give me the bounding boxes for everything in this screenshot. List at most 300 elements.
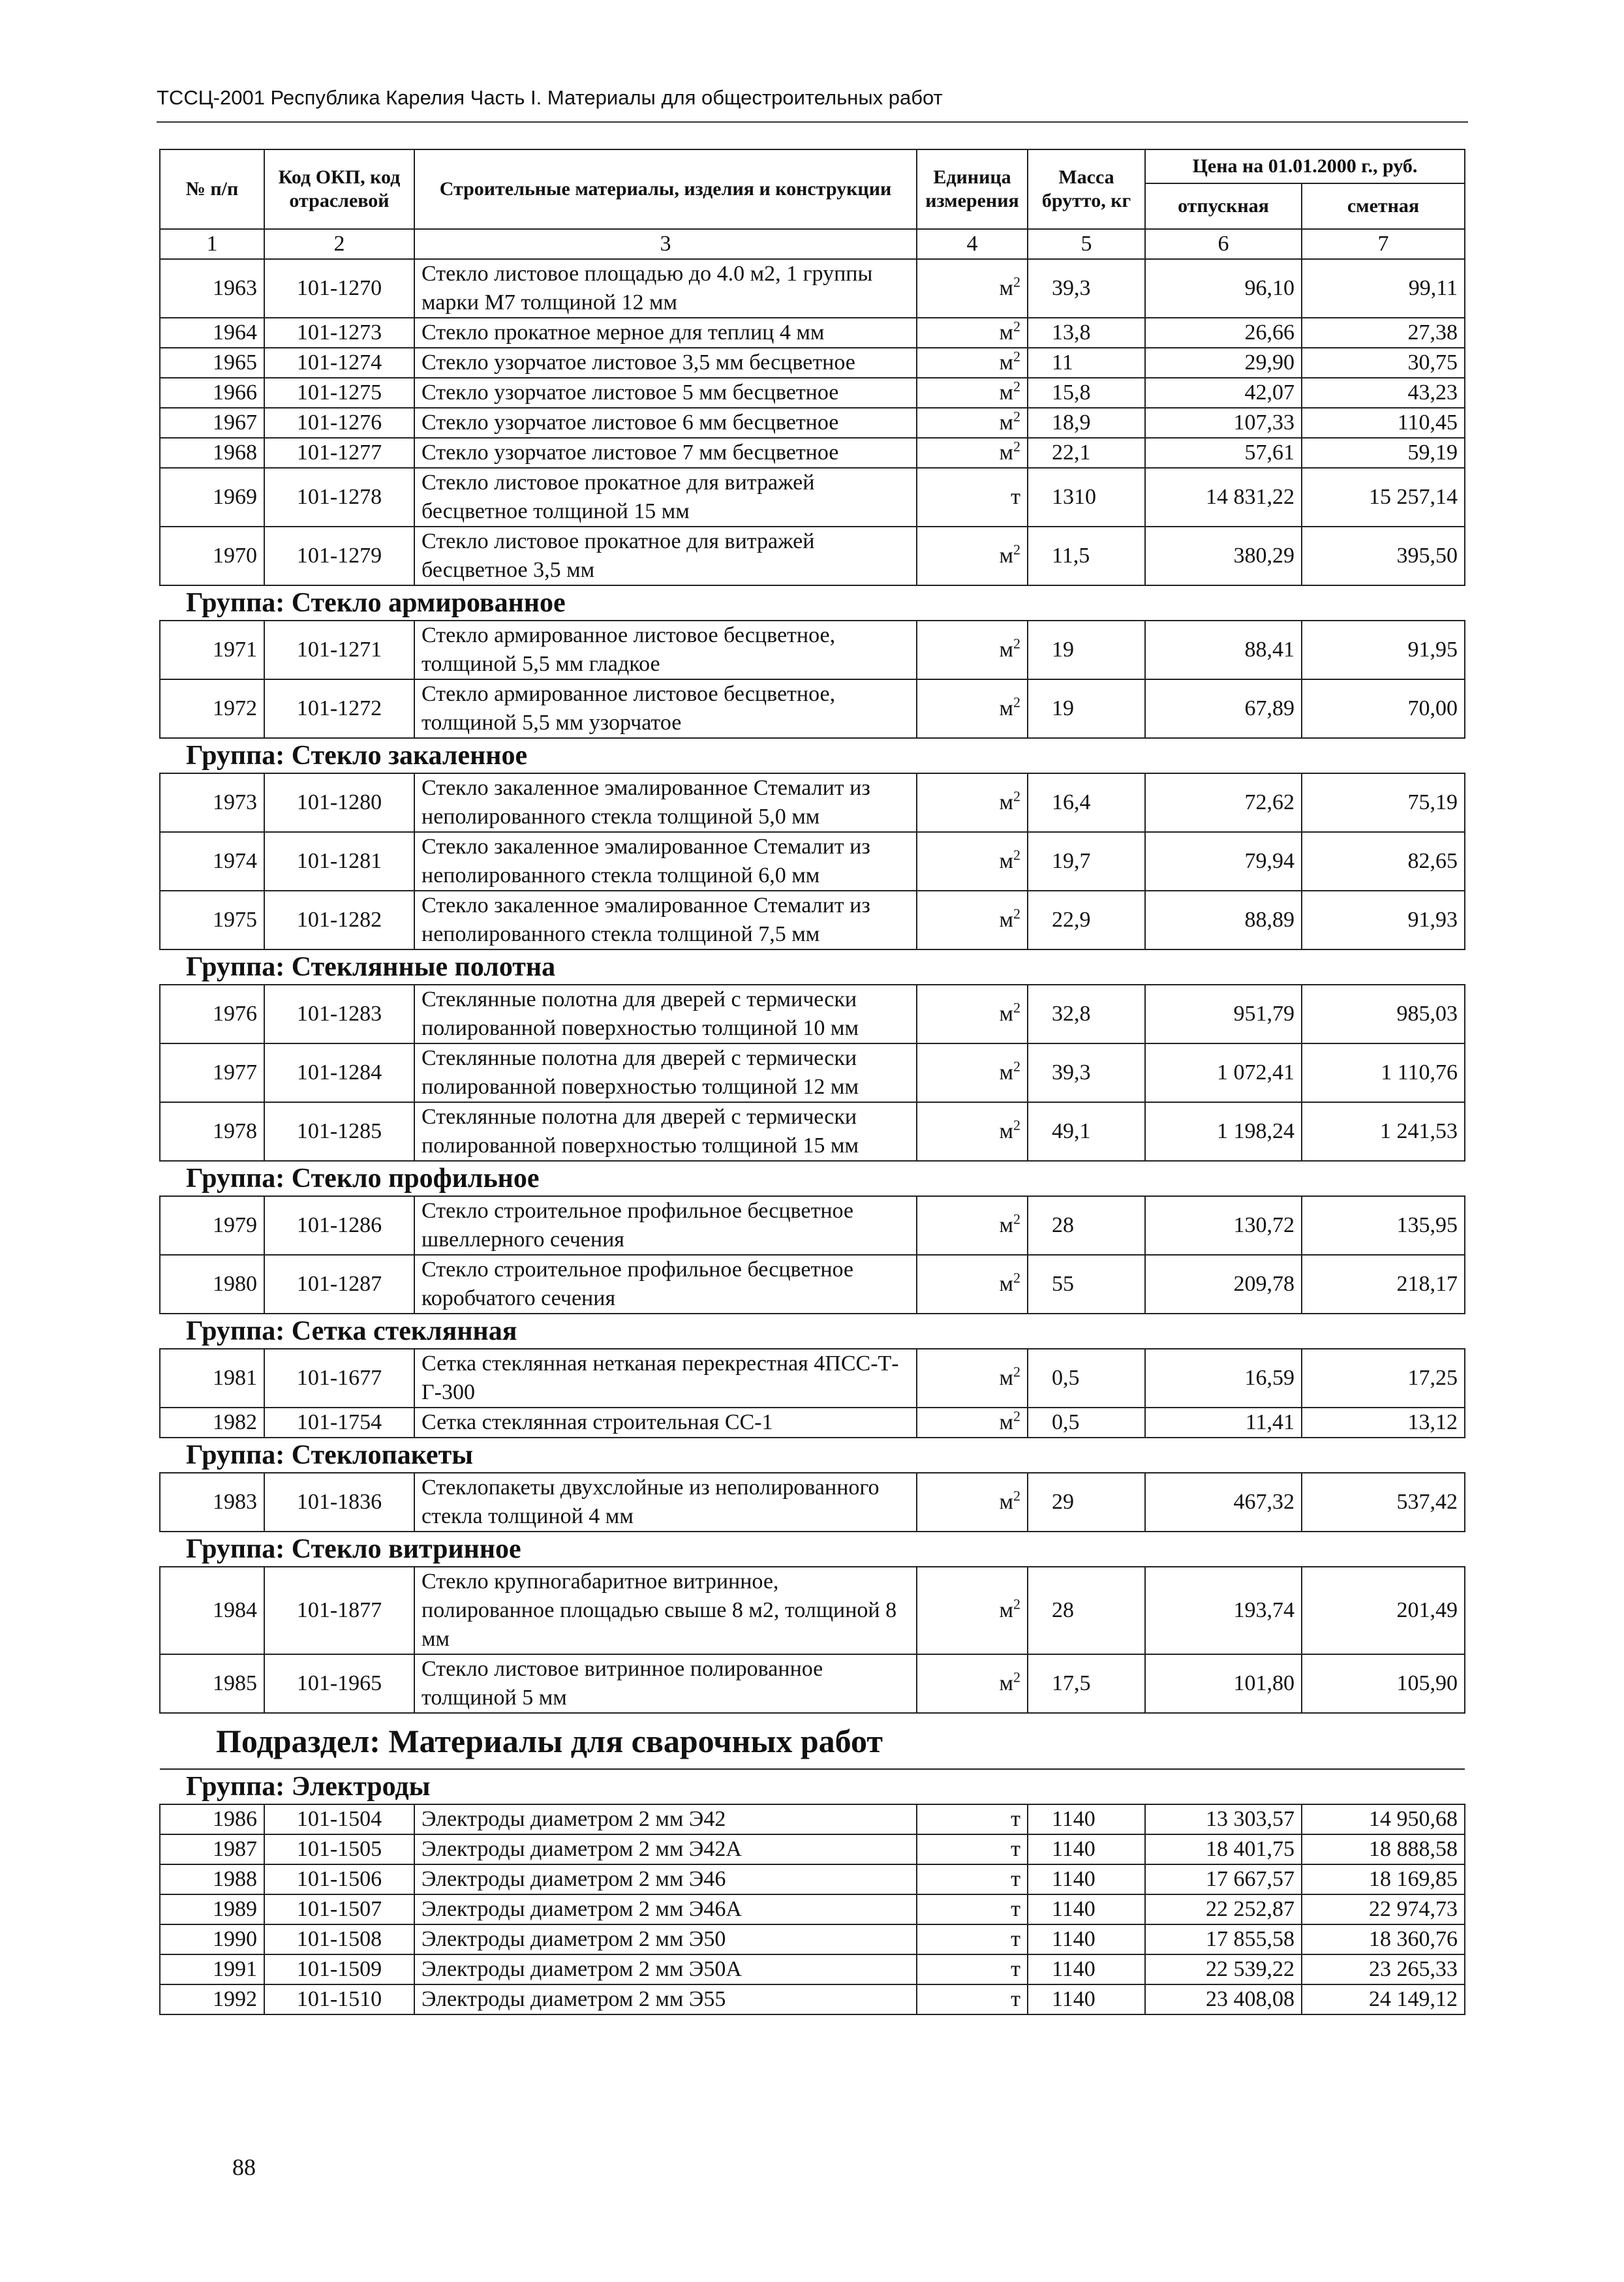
row-code: 101-1282 (264, 891, 414, 949)
row-number: 1979 (160, 1196, 264, 1255)
row-number: 1982 (160, 1408, 264, 1438)
unit-text: м (999, 544, 1013, 568)
row-number: 1977 (160, 1043, 264, 1102)
row-code: 101-1509 (264, 1954, 414, 1984)
unit-text: м (999, 1410, 1013, 1434)
row-number: 1966 (160, 378, 264, 408)
unit-text: м (999, 1272, 1013, 1296)
row-name: Стекло армированное листовое бесцветное, толщиной 5,5 мм узорчатое (414, 679, 917, 738)
row-release-price: 101,80 (1145, 1654, 1302, 1713)
row-unit (917, 259, 1028, 318)
row-estimate-price: 985,03 (1302, 985, 1465, 1043)
page-number: 88 (232, 2154, 256, 2180)
table-row (160, 408, 1465, 438)
table-row (160, 1473, 1465, 1532)
group-heading: Группа: Электроды (160, 1769, 1465, 1804)
table-header-row (160, 149, 1465, 183)
row-code: 101-1271 (264, 621, 414, 679)
row-release-price: 88,41 (1145, 621, 1302, 679)
row-release-price: 380,29 (1145, 527, 1302, 585)
row-estimate-price: 59,19 (1302, 438, 1465, 468)
row-number: 1967 (160, 408, 264, 438)
row-code: 101-1272 (264, 679, 414, 738)
unit-exponent: 2 (1013, 1210, 1020, 1227)
row-number: 1990 (160, 1924, 264, 1954)
row-name: Сетка стеклянная нетканая перекрестная 4ПСС-Т-Г-300 (414, 1349, 917, 1408)
row-name: Электроды диаметром 2 мм Э42 (414, 1804, 917, 1834)
unit-text: м (999, 320, 1013, 345)
group-heading: Группа: Стекло витринное (160, 1532, 1465, 1567)
unit-exponent: 2 (1013, 408, 1020, 425)
row-unit (917, 1924, 1028, 1954)
row-release-price: 193,74 (1145, 1567, 1302, 1654)
row-code: 101-1965 (264, 1654, 414, 1713)
row-mass: 1140 (1028, 1984, 1145, 2014)
row-mass: 39,3 (1028, 1043, 1145, 1102)
row-estimate-price: 18 360,76 (1302, 1924, 1465, 1954)
group-heading-row (160, 1438, 1465, 1473)
row-code: 101-1507 (264, 1894, 414, 1924)
row-name: Электроды диаметром 2 мм Э55 (414, 1984, 917, 2014)
materials-table (159, 149, 1465, 2015)
table-row (160, 1654, 1465, 1713)
unit-exponent: 2 (1013, 1269, 1020, 1286)
row-release-price: 96,10 (1145, 259, 1302, 318)
row-unit (917, 1894, 1028, 1924)
row-name: Стекло узорчатое листовое 5 мм бесцветное (414, 378, 917, 408)
row-unit (917, 1864, 1028, 1894)
unit-text: м (999, 1060, 1013, 1085)
row-number: 1975 (160, 891, 264, 949)
table-row (160, 1954, 1465, 1984)
unit-text: т (1011, 1837, 1020, 1861)
unit-text: м (999, 410, 1013, 435)
row-code: 101-1505 (264, 1834, 414, 1864)
unit-exponent: 2 (1013, 1487, 1020, 1504)
row-release-price: 17 855,58 (1145, 1924, 1302, 1954)
row-mass: 32,8 (1028, 985, 1145, 1043)
row-mass: 1140 (1028, 1894, 1145, 1924)
row-name: Электроды диаметром 2 мм Э46А (414, 1894, 917, 1924)
row-release-price: 23 408,08 (1145, 1984, 1302, 2014)
row-name: Стекло крупногабаритное витринное, полированное площадью свыше 8 м2, толщиной 8 мм (414, 1567, 917, 1654)
unit-text: т (1011, 485, 1020, 509)
row-name: Стекло листовое витринное полированное толщиной 5 мм (414, 1654, 917, 1713)
row-code: 101-1677 (264, 1349, 414, 1408)
row-estimate-price: 24 149,12 (1302, 1984, 1465, 2014)
row-release-price: 467,32 (1145, 1473, 1302, 1532)
row-number: 1969 (160, 468, 264, 527)
row-name: Электроды диаметром 2 мм Э50 (414, 1924, 917, 1954)
row-name: Стекло узорчатое листовое 3,5 мм бесцветное (414, 348, 917, 378)
row-mass: 1140 (1028, 1864, 1145, 1894)
column-number: 2 (264, 229, 414, 259)
unit-exponent: 2 (1013, 1408, 1020, 1425)
row-number: 1976 (160, 985, 264, 1043)
row-code: 101-1280 (264, 773, 414, 832)
table-body (160, 259, 1465, 2014)
unit-text: м (999, 1490, 1013, 1514)
row-unit (917, 438, 1028, 468)
row-code: 101-1286 (264, 1196, 414, 1255)
group-heading: Группа: Стекло армированное (160, 585, 1465, 621)
row-estimate-price: 82,65 (1302, 832, 1465, 891)
unit-text: м (999, 350, 1013, 375)
row-mass: 1140 (1028, 1834, 1145, 1864)
unit-text: м (999, 1366, 1013, 1390)
row-estimate-price: 99,11 (1302, 259, 1465, 318)
column-numbers-row (160, 229, 1465, 259)
row-name: Стекло узорчатое листовое 6 мм бесцветное (414, 408, 917, 438)
row-release-price: 42,07 (1145, 378, 1302, 408)
row-name: Стеклянные полотна для дверей с термически полированной поверхностью толщиной 15 мм (414, 1102, 917, 1161)
row-mass: 1140 (1028, 1954, 1145, 1984)
unit-exponent: 2 (1013, 1363, 1020, 1380)
row-release-price: 1 198,24 (1145, 1102, 1302, 1161)
row-estimate-price: 91,93 (1302, 891, 1465, 949)
row-estimate-price: 22 974,73 (1302, 1894, 1465, 1924)
column-number: 6 (1145, 229, 1302, 259)
table-row (160, 259, 1465, 318)
row-estimate-price: 537,42 (1302, 1473, 1465, 1532)
row-unit (917, 679, 1028, 738)
row-unit (917, 1043, 1028, 1102)
row-name: Стекло листовое прокатное для витражей бесцветное толщиной 15 мм (414, 468, 917, 527)
unit-exponent: 2 (1013, 1596, 1020, 1612)
unit-text: т (1011, 1987, 1020, 2011)
row-release-price: 22 252,87 (1145, 1894, 1302, 1924)
row-release-price: 130,72 (1145, 1196, 1302, 1255)
row-estimate-price: 91,95 (1302, 621, 1465, 679)
row-number: 1973 (160, 773, 264, 832)
unit-exponent: 2 (1013, 348, 1020, 365)
row-name: Сетка стеклянная строительная СС-1 (414, 1408, 917, 1438)
subsection-heading: Подраздел: Материалы для сварочных работ (160, 1713, 1465, 1769)
row-name: Стеклопакеты двухслойные из неполированного стекла толщиной 4 мм (414, 1473, 917, 1532)
row-unit (917, 1408, 1028, 1438)
row-estimate-price: 201,49 (1302, 1567, 1465, 1654)
group-heading: Группа: Стеклопакеты (160, 1438, 1465, 1473)
row-mass: 55 (1028, 1255, 1145, 1314)
row-name: Стекло закаленное эмалированное Стемалит из неполированного стекла толщиной 5,0 мм (414, 773, 917, 832)
row-mass: 16,4 (1028, 773, 1145, 832)
table-row (160, 1102, 1465, 1161)
unit-text: м (999, 1002, 1013, 1026)
row-code: 101-1836 (264, 1473, 414, 1532)
row-mass: 17,5 (1028, 1654, 1145, 1713)
row-mass: 1140 (1028, 1804, 1145, 1834)
row-mass: 49,1 (1028, 1102, 1145, 1161)
unit-text: м (999, 790, 1013, 814)
unit-exponent: 2 (1013, 541, 1020, 558)
row-release-price: 26,66 (1145, 318, 1302, 348)
unit-text: т (1011, 1957, 1020, 1981)
row-estimate-price: 23 265,33 (1302, 1954, 1465, 1984)
group-heading-row (160, 1532, 1465, 1567)
row-code: 101-1283 (264, 985, 414, 1043)
row-unit (917, 1954, 1028, 1984)
row-estimate-price: 18 888,58 (1302, 1834, 1465, 1864)
group-heading: Группа: Стекло профильное (160, 1161, 1465, 1196)
row-code: 101-1284 (264, 1043, 414, 1102)
table-row (160, 1043, 1465, 1102)
row-release-price: 67,89 (1145, 679, 1302, 738)
row-mass: 19 (1028, 679, 1145, 738)
unit-text: м (999, 1213, 1013, 1237)
row-unit (917, 378, 1028, 408)
row-estimate-price: 135,95 (1302, 1196, 1465, 1255)
group-heading-row (160, 585, 1465, 621)
row-release-price: 951,79 (1145, 985, 1302, 1043)
table-row (160, 891, 1465, 949)
unit-exponent: 2 (1013, 905, 1020, 922)
col-header-num: № п/п (160, 149, 264, 229)
row-name: Электроды диаметром 2 мм Э42А (414, 1834, 917, 1864)
row-code: 101-1504 (264, 1804, 414, 1834)
row-unit (917, 318, 1028, 348)
row-release-price: 79,94 (1145, 832, 1302, 891)
row-code: 101-1274 (264, 348, 414, 378)
row-code: 101-1279 (264, 527, 414, 585)
row-unit (917, 348, 1028, 378)
row-code: 101-1273 (264, 318, 414, 348)
row-code: 101-1754 (264, 1408, 414, 1438)
row-name: Стекло армированное листовое бесцветное, толщиной 5,5 мм гладкое (414, 621, 917, 679)
row-estimate-price: 17,25 (1302, 1349, 1465, 1408)
unit-text: м (999, 276, 1013, 300)
group-heading: Группа: Сетка стеклянная (160, 1314, 1465, 1349)
row-estimate-price: 15 257,14 (1302, 468, 1465, 527)
col-header-release: отпускная (1145, 183, 1302, 229)
row-code: 101-1287 (264, 1255, 414, 1314)
row-mass: 19 (1028, 621, 1145, 679)
row-name: Стекло прокатное мерное для теплиц 4 мм (414, 318, 917, 348)
row-estimate-price: 27,38 (1302, 318, 1465, 348)
row-mass: 19,7 (1028, 832, 1145, 891)
unit-text: м (999, 1598, 1013, 1622)
row-code: 101-1276 (264, 408, 414, 438)
row-estimate-price: 218,17 (1302, 1255, 1465, 1314)
row-estimate-price: 1 241,53 (1302, 1102, 1465, 1161)
unit-text: м (999, 1119, 1013, 1143)
row-unit (917, 1473, 1028, 1532)
table-row (160, 378, 1465, 408)
unit-text: т (1011, 1867, 1020, 1891)
row-estimate-price: 75,19 (1302, 773, 1465, 832)
row-code: 101-1508 (264, 1924, 414, 1954)
unit-text: м (999, 638, 1013, 662)
unit-exponent: 2 (1013, 635, 1020, 652)
table-row (160, 1196, 1465, 1255)
col-header-name: Строительные материалы, изделия и конструкции (414, 149, 917, 229)
table-row (160, 985, 1465, 1043)
unit-text: м (999, 440, 1013, 465)
row-mass: 0,5 (1028, 1349, 1145, 1408)
table-row (160, 468, 1465, 527)
row-mass: 1140 (1028, 1924, 1145, 1954)
row-mass: 13,8 (1028, 318, 1145, 348)
row-estimate-price: 1 110,76 (1302, 1043, 1465, 1102)
row-release-price: 209,78 (1145, 1255, 1302, 1314)
row-number: 1970 (160, 527, 264, 585)
row-estimate-price: 105,90 (1302, 1654, 1465, 1713)
group-heading-row (160, 949, 1465, 985)
unit-text: т (1011, 1897, 1020, 1921)
table-row (160, 1894, 1465, 1924)
row-number: 1983 (160, 1473, 264, 1532)
column-number: 1 (160, 229, 264, 259)
row-name: Стекло закаленное эмалированное Стемалит из неполированного стекла толщиной 6,0 мм (414, 832, 917, 891)
row-number: 1971 (160, 621, 264, 679)
row-number: 1988 (160, 1864, 264, 1894)
row-number: 1986 (160, 1804, 264, 1834)
unit-exponent: 2 (1013, 273, 1020, 290)
group-heading-row (160, 738, 1465, 773)
table-row (160, 1984, 1465, 2014)
unit-text: м (999, 908, 1013, 932)
row-name: Стеклянные полотна для дверей с термически полированной поверхностью толщиной 10 мм (414, 985, 917, 1043)
column-number: 4 (917, 229, 1028, 259)
table-row (160, 1804, 1465, 1834)
group-heading: Группа: Стеклянные полотна (160, 949, 1465, 985)
row-name: Стекло закаленное эмалированное Стемалит из неполированного стекла толщиной 7,5 мм (414, 891, 917, 949)
row-unit (917, 1567, 1028, 1654)
unit-text: т (1011, 1927, 1020, 1951)
header-rule (157, 121, 1468, 123)
row-name: Стекло листовое прокатное для витражей бесцветное 3,5 мм (414, 527, 917, 585)
table-row (160, 438, 1465, 468)
row-estimate-price: 43,23 (1302, 378, 1465, 408)
col-header-mass: Масса брутто, кг (1028, 149, 1145, 229)
row-unit (917, 1834, 1028, 1864)
row-mass: 28 (1028, 1567, 1145, 1654)
row-name: Стекло узорчатое листовое 7 мм бесцветное (414, 438, 917, 468)
row-release-price: 57,61 (1145, 438, 1302, 468)
unit-exponent: 2 (1013, 999, 1020, 1016)
unit-exponent: 2 (1013, 694, 1020, 711)
row-name: Стекло листовое площадью до 4.0 м2, 1 группы марки М7 толщиной 12 мм (414, 259, 917, 318)
unit-text: м (999, 1671, 1013, 1695)
row-unit (917, 527, 1028, 585)
col-header-code: Код ОКП, код отраслевой (264, 149, 414, 229)
table-row (160, 832, 1465, 891)
unit-exponent: 2 (1013, 318, 1020, 335)
unit-exponent: 2 (1013, 1669, 1020, 1686)
row-number: 1981 (160, 1349, 264, 1408)
row-number: 1991 (160, 1954, 264, 1984)
unit-exponent: 2 (1013, 1058, 1020, 1075)
row-number: 1980 (160, 1255, 264, 1314)
row-number: 1965 (160, 348, 264, 378)
group-heading-row (160, 1314, 1465, 1349)
row-release-price: 11,41 (1145, 1408, 1302, 1438)
row-estimate-price: 70,00 (1302, 679, 1465, 738)
row-code: 101-1275 (264, 378, 414, 408)
row-mass: 22,9 (1028, 891, 1145, 949)
row-release-price: 17 667,57 (1145, 1864, 1302, 1894)
row-unit (917, 985, 1028, 1043)
unit-exponent: 2 (1013, 788, 1020, 805)
row-mass: 29 (1028, 1473, 1145, 1532)
row-number: 1964 (160, 318, 264, 348)
group-heading-row (160, 1161, 1465, 1196)
row-release-price: 29,90 (1145, 348, 1302, 378)
row-release-price: 1 072,41 (1145, 1043, 1302, 1102)
row-unit (917, 832, 1028, 891)
row-name: Электроды диаметром 2 мм Э50А (414, 1954, 917, 1984)
row-name: Стекло строительное профильное бесцветное швеллерного сечения (414, 1196, 917, 1255)
unit-exponent: 2 (1013, 846, 1020, 863)
row-estimate-price: 18 169,85 (1302, 1864, 1465, 1894)
row-unit (917, 1349, 1028, 1408)
unit-exponent: 2 (1013, 438, 1020, 455)
row-number: 1992 (160, 1984, 264, 2014)
row-number: 1968 (160, 438, 264, 468)
row-number: 1984 (160, 1567, 264, 1654)
table-row (160, 1924, 1465, 1954)
unit-text: м (999, 696, 1013, 720)
row-code: 101-1281 (264, 832, 414, 891)
row-release-price: 16,59 (1145, 1349, 1302, 1408)
column-number: 5 (1028, 229, 1145, 259)
table-row (160, 527, 1465, 585)
page-header: ТССЦ-2001 Республика Карелия Часть I. Материалы для общестроительных работ (157, 86, 943, 109)
row-estimate-price: 14 950,68 (1302, 1804, 1465, 1834)
table-row (160, 1255, 1465, 1314)
row-unit (917, 1984, 1028, 2014)
row-code: 101-1277 (264, 438, 414, 468)
table-row (160, 621, 1465, 679)
row-mass: 1310 (1028, 468, 1145, 527)
column-number: 3 (414, 229, 917, 259)
row-release-price: 88,89 (1145, 891, 1302, 949)
row-unit (917, 1102, 1028, 1161)
row-code: 101-1877 (264, 1567, 414, 1654)
unit-text: м (999, 380, 1013, 405)
row-unit (917, 408, 1028, 438)
row-unit (917, 468, 1028, 527)
row-name: Электроды диаметром 2 мм Э46 (414, 1864, 917, 1894)
table-row (160, 1864, 1465, 1894)
table-row (160, 773, 1465, 832)
unit-exponent: 2 (1013, 1117, 1020, 1133)
row-release-price: 72,62 (1145, 773, 1302, 832)
row-unit (917, 621, 1028, 679)
group-heading: Группа: Стекло закаленное (160, 738, 1465, 773)
subsection-heading-row (160, 1713, 1465, 1769)
row-mass: 15,8 (1028, 378, 1145, 408)
row-name: Стекло строительное профильное бесцветное коробчатого сечения (414, 1255, 917, 1314)
col-header-estimate: сметная (1302, 183, 1465, 229)
row-name: Стеклянные полотна для дверей с термически полированной поверхностью толщиной 12 мм (414, 1043, 917, 1102)
row-mass: 11,5 (1028, 527, 1145, 585)
table-row (160, 348, 1465, 378)
group-heading-row (160, 1769, 1465, 1804)
row-code: 101-1506 (264, 1864, 414, 1894)
row-mass: 18,9 (1028, 408, 1145, 438)
row-mass: 11 (1028, 348, 1145, 378)
row-number: 1963 (160, 259, 264, 318)
unit-text: т (1011, 1807, 1020, 1831)
row-mass: 39,3 (1028, 259, 1145, 318)
row-unit (917, 1255, 1028, 1314)
row-release-price: 18 401,75 (1145, 1834, 1302, 1864)
table-row (160, 1567, 1465, 1654)
row-release-price: 13 303,57 (1145, 1804, 1302, 1834)
row-code: 101-1270 (264, 259, 414, 318)
row-code: 101-1278 (264, 468, 414, 527)
row-code: 101-1510 (264, 1984, 414, 2014)
